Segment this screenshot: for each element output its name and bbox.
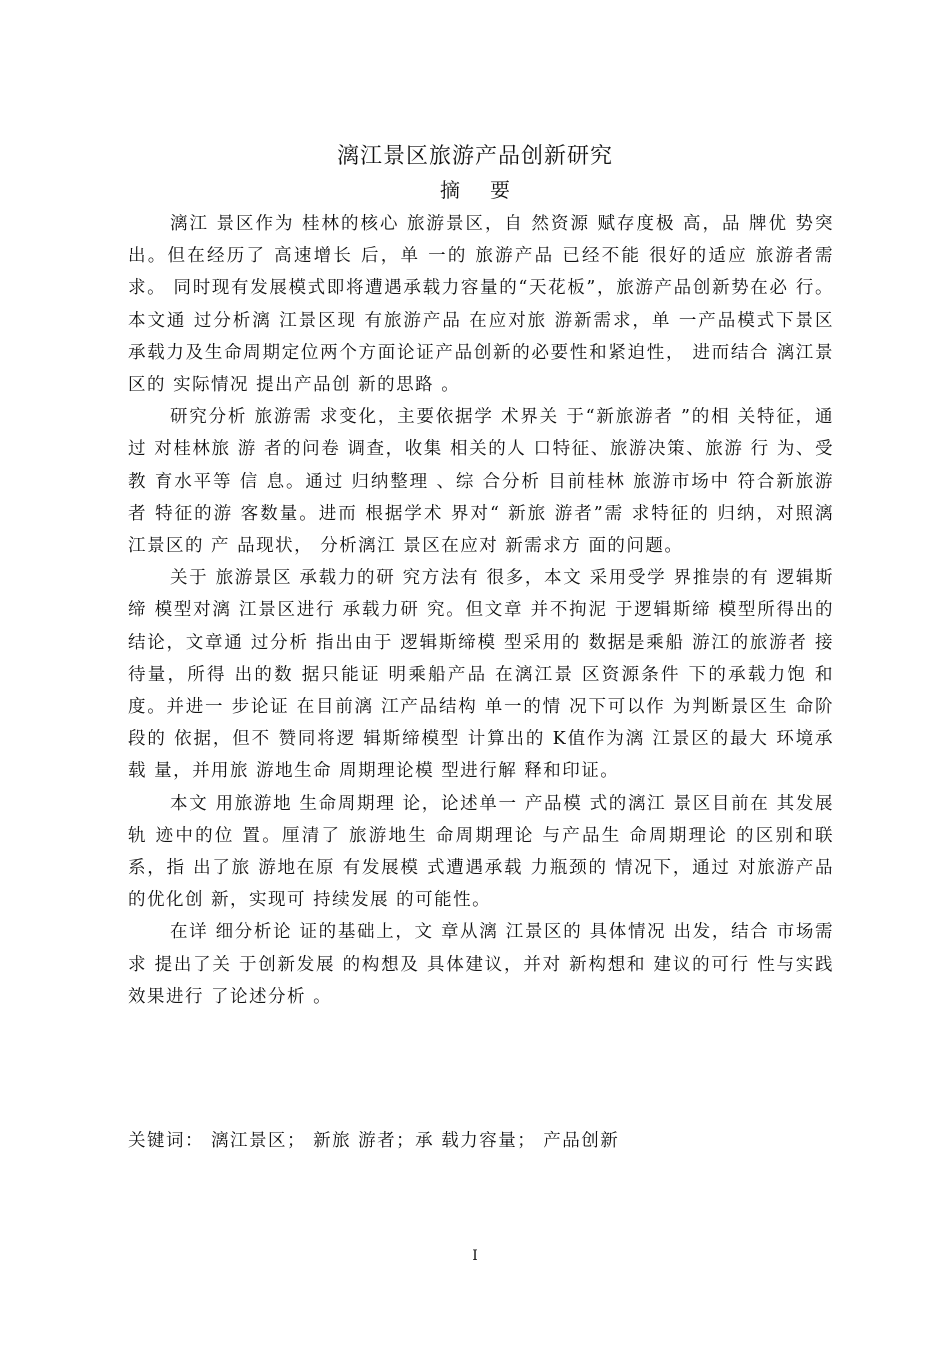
page-number: I xyxy=(472,1248,478,1264)
abstract-paragraph: 在详 细分析论 证的基础上，文 章从漓 江景区的 具体情况 出发，结合 市场需求 提出了关 于创新发展 的构想及 具体建议，并对 新构想和 建议的可行 性与实践 效果进行 了论述分析 。 xyxy=(128,922,834,1007)
paper-title: 漓江景区旅游产品创新研究 xyxy=(336,144,613,169)
abstract-paragraph: 关于 旅游景区 承载力的研 究方法有 很多，本文 采用受学 界推崇的有 逻辑斯缔 模型对漓 江景区进行 承载力研 究。但文章 并不拘泥 于逻辑斯缔 模型所得出的 结论，文章通 过分析 指出由于 逻辑斯缔模 型采用的 数据是乘船 游江的旅游者 接待量，所得 出的数 据只能证 明乘船产品 在漓江景 区资源条件 下的承载力饱 和度。并进一 步论证 在目前漓 江产品结构 单一的情 况下可以作 为判断景区生 命阶段的 依据，但不 赞同将逻 辑斯缔模型 计算出的 K值作为漓 江景区的最大 环境承载 量，并用旅 游地生命 周期理论模 型进行解 释和印证。 xyxy=(128,568,834,782)
abstract-paragraph: 本文 用旅游地 生命周期理 论，论述单一 产品模 式的漓江 景区目前在 其发展轨 迹中的位 置。厘清了 旅游地生 命周期理论 与产品生 命周期理论 的区别和联系，指 出了旅 游地在原 有发展模 式遭遇承载 力瓶颈的 情况下，通过 对旅游产品 的优化创 新，实现可 持续发展 的可能性。 xyxy=(128,793,834,911)
abstract-paragraph: 研究分析 旅游需 求变化，主要依据学 术界关 于“新旅游者 ”的相 关特征，通过 对桂林旅 游 者的问卷 调查，收集 相关的人 口特征、旅游决策、旅游 行 为、受教 育水平等 信 息。通过 归纳整理 、综 合分析 目前桂林 旅游市场中 符合新旅游者 特征的游 客数量。进而 根据学术 界对“ 新旅 游者”需 求特征的 归纳，对照漓 江景区的 产 品现状， 分析漓江 景区在应对 新需求方 面的问题。 xyxy=(128,407,834,557)
abstract-heading: 摘要 xyxy=(440,178,540,202)
keywords-line: 关键词： 漓江景区； 新旅 游者；承 载力容量； 产品创新 xyxy=(128,1131,620,1151)
abstract-body xyxy=(128,208,834,1013)
abstract-paragraph: 漓江 景区作为 桂林的核心 旅游景区，自 然资源 赋存度极 高，品 牌优 势突出。但在经历了 高速增长 后，单 一的 旅游产品 已经不能 很好的适应 旅游者需求。 同时现有发展模式即将遭遇承载力容量的“天花板”，旅游产品创新势在必 行。本文通 过分析漓 江景区现 有旅游产品 在应对旅 游新需求，单 一产品模式下景区承载力及生命周期定位两个方面论证产品创新的必要性和紧迫性， 进而结合 漓江景区的 实际情况 提出产品创 新的思路 。 xyxy=(128,214,834,396)
